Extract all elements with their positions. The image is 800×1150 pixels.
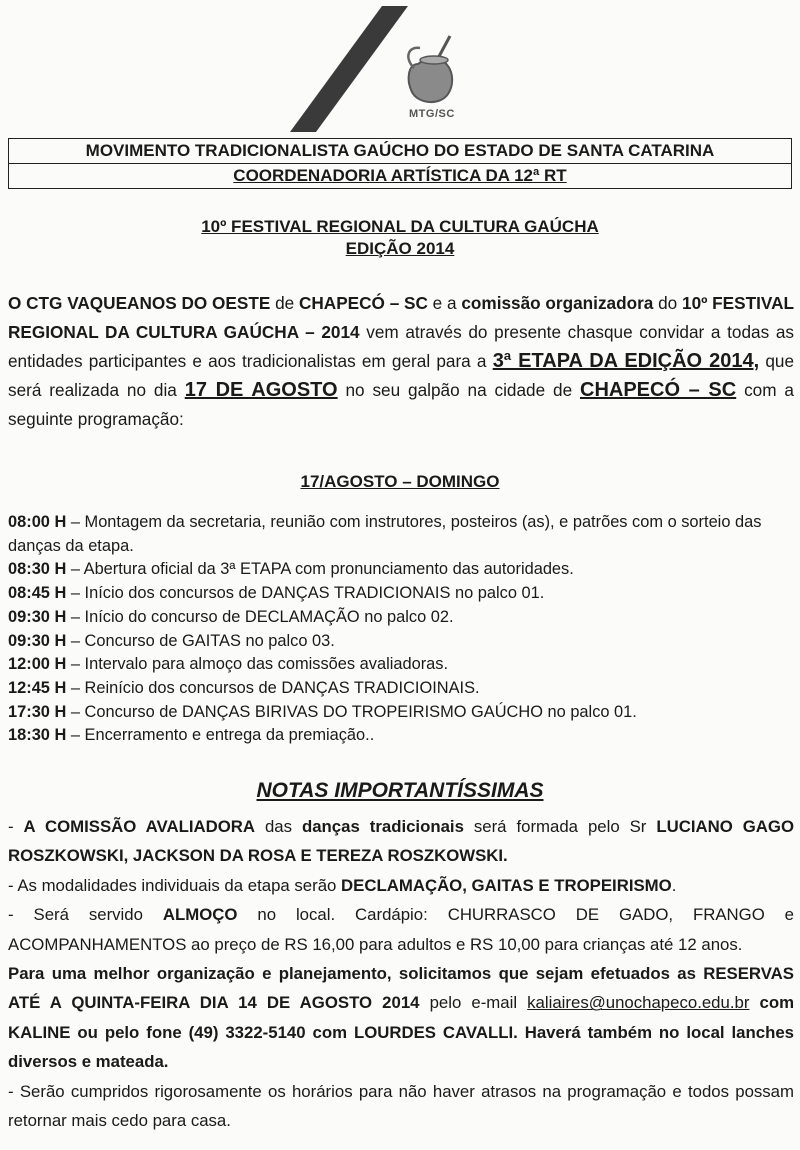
note-bold: com KALINE ou pelo fone (49) 3322-5140 com LOURDES CAVALLI. Haverá também no local lanches diversos e mateada. <box>8 993 795 1072</box>
schedule-item <box>8 558 794 582</box>
note-text: das <box>255 817 302 836</box>
schedule-text: – Encerramento e entrega da premiação.. <box>66 726 375 745</box>
note-evaluation-committee <box>8 812 794 871</box>
logo-label: MTG/SC <box>409 108 455 120</box>
schedule-list <box>8 511 794 748</box>
schedule-text: – Concurso de DANÇAS BIRIVAS DO TROPEIRISMO GAÚCHO no palco 01. <box>66 702 637 721</box>
intro-text: com a seguinte programação: <box>8 380 794 429</box>
schedule-item <box>8 606 794 630</box>
notes-title: NOTAS IMPORTANTÍSSIMAS <box>256 779 544 802</box>
schedule-time: 18:30 H <box>8 726 67 745</box>
note-bold: DECLAMAÇÃO, GAITAS E TROPEIRISMO <box>341 875 672 895</box>
note-text: pelo e-mail <box>419 993 528 1013</box>
note-lunch <box>8 900 794 959</box>
festival-title <box>0 216 800 260</box>
schedule-text: – Abertura oficial da 3ª ETAPA com pronunciamento das autoridades. <box>66 560 574 579</box>
schedule-text: – Início do concurso de DECLAMAÇÃO no palco 02. <box>66 607 454 626</box>
intro-text: que será realizada no dia <box>8 351 795 400</box>
schedule-time: 12:45 H <box>8 678 67 697</box>
schedule-item <box>8 630 794 654</box>
note-text: será formada pelo Sr <box>463 817 657 836</box>
festival-edition: EDIÇÃO 2014 <box>345 239 455 258</box>
note-text: - <box>8 817 24 836</box>
intro-text: do <box>653 293 683 313</box>
note-text: - Será servido <box>8 905 163 925</box>
notes-section <box>8 812 794 1135</box>
schedule-time: 09:30 H <box>8 607 67 626</box>
header-coordination-row <box>9 164 791 188</box>
contact-email-link[interactable]: kaliaires@unochapeco.edu.br <box>527 993 750 1013</box>
note-bold: danças tradicionais <box>301 817 464 836</box>
festival-name: 10º FESTIVAL REGIONAL DA CULTURA GAÚCHA <box>201 217 599 236</box>
intro-date: 17 DE AGOSTO <box>184 379 338 401</box>
intro-text: e a <box>427 293 462 313</box>
intro-text: no seu galpão na cidade de <box>337 380 580 400</box>
note-text: - As modalidades individuais da etapa serão <box>8 875 342 895</box>
intro-text: de <box>270 293 299 313</box>
note-bold: Para uma melhor organização e planejamento, solicitamos que sejam efetuados as RESERVAS ATÉ A QUINTA-FEIRA DIA 14 DE AGOSTO 2014 <box>8 964 794 1013</box>
schedule-item <box>8 677 794 701</box>
schedule-time: 17:30 H <box>8 702 67 721</box>
schedule-time: 08:30 H <box>8 560 67 579</box>
schedule-text: – Montagem da secretaria, reunião com instrutores, posteiros (as), e patrões com o sorteio das danças da etapa. <box>8 513 762 555</box>
intro-stage: 3ª ETAPA DA EDIÇÃO 2014, <box>492 350 760 372</box>
schedule-time: 09:30 H <box>8 631 67 650</box>
note-bold: ALMOÇO <box>162 905 238 925</box>
day-title: 17/AGOSTO – DOMINGO <box>300 472 500 491</box>
schedule-text: – Início dos concursos de DANÇAS TRADICIONAIS no palco 01. <box>66 584 545 603</box>
schedule-item <box>8 701 794 725</box>
note-text: no local. Cardápio: CHURRASCO DE GADO, FRANGO e ACOMPANHAMENTOS ao preço de RS 16,00 para adultos e RS 10,00 para crianças até 12 anos. <box>8 905 794 954</box>
schedule-item <box>8 653 794 677</box>
schedule-text: – Concurso de GAITAS no palco 03. <box>66 631 335 650</box>
note-individual-modalities <box>8 871 794 900</box>
note-bold: A COMISSÃO AVALIADORA <box>23 817 256 836</box>
chimarrao-cuia-icon <box>408 36 452 102</box>
schedule-item <box>8 511 794 558</box>
intro-org: O CTG VAQUEANOS DO OESTE <box>8 293 271 313</box>
note-reservations <box>8 959 794 1077</box>
intro-committee: comissão organizadora <box>461 293 654 313</box>
schedule-time: 12:00 H <box>8 655 67 674</box>
schedule-time: 08:45 H <box>8 584 67 603</box>
schedule-item <box>8 582 794 606</box>
note-text: . <box>671 875 677 895</box>
intro-paragraph <box>8 289 794 434</box>
schedule-text: – Intervalo para almoço das comissões avaliadoras. <box>66 655 449 674</box>
note-bold: LUCIANO GAGO ROSZKOWSKI, JACKSON DA ROSA E TEREZA ROSZKOWSKI. <box>8 817 794 866</box>
intro-festival: 10º FESTIVAL REGIONAL DA CULTURA GAÚCHA – 2014 <box>8 293 794 342</box>
intro-text: vem através do presente chasque convidar a todas as entidades participantes e aos tradicionalistas em geral para a <box>8 322 794 371</box>
header-coordination: COORDENADORIA ARTÍSTICA DA 12ª RT <box>233 166 567 185</box>
intro-city: CHAPECÓ – SC <box>298 293 428 313</box>
header-organization: MOVIMENTO TRADICIONALISTA GAÚCHO DO ESTADO DE SANTA CATARINA <box>9 139 791 164</box>
note-text: - Serão cumpridos rigorosamente os horários para não haver atrasos na programação e todos possam retornar mais cedo para casa. <box>8 1081 794 1131</box>
note-schedule-punctuality <box>8 1077 794 1136</box>
intro-city-2: CHAPECÓ – SC <box>580 379 737 401</box>
schedule-time: 08:00 H <box>8 513 67 531</box>
header-box <box>8 138 792 189</box>
schedule-text: – Reinício dos concursos de DANÇAS TRADICIOINAIS. <box>66 678 480 697</box>
schedule-item <box>8 724 794 748</box>
